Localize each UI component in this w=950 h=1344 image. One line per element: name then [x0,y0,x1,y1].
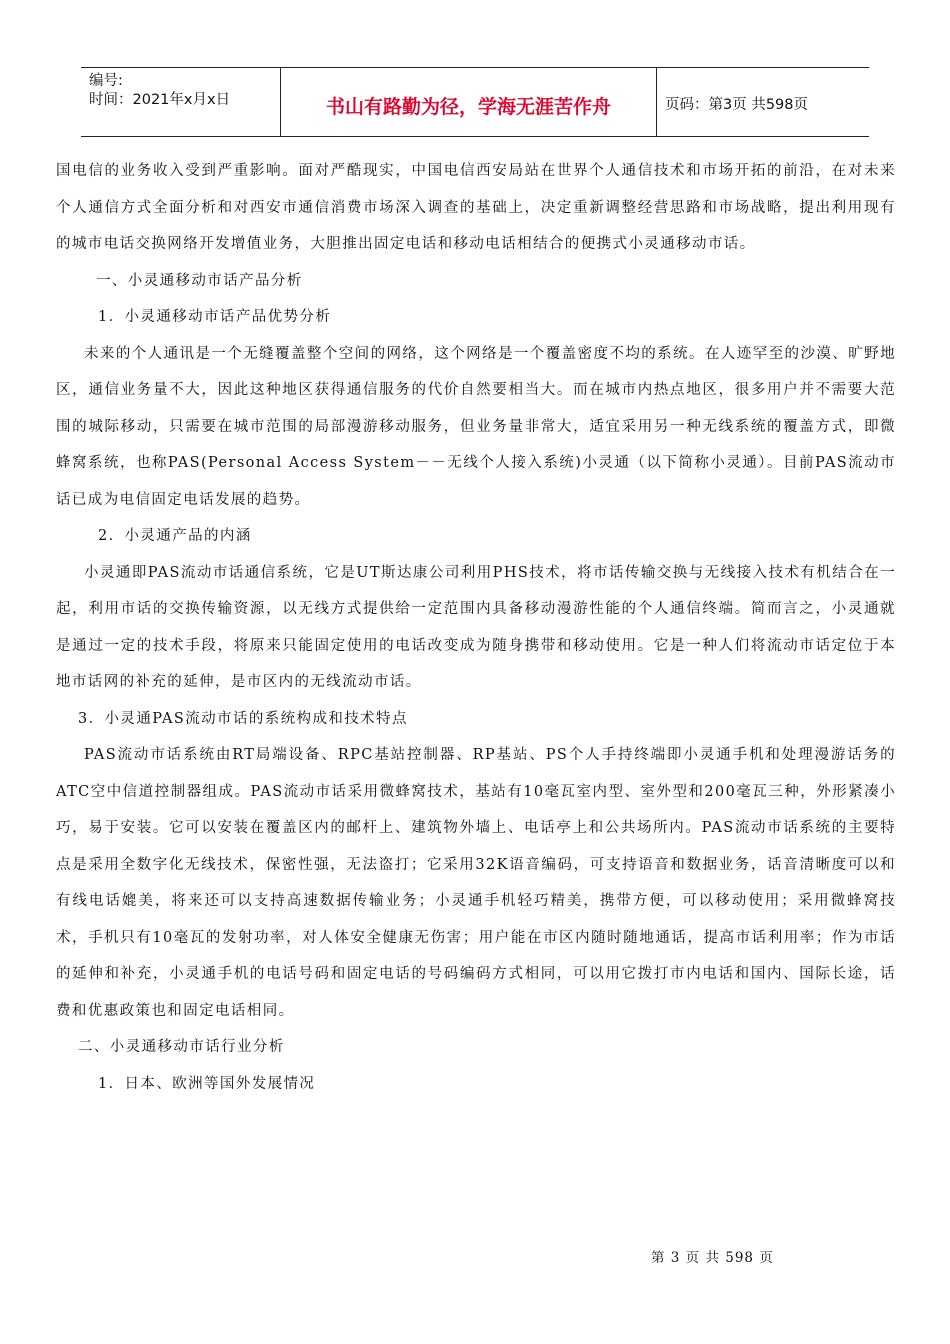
paragraph-1: 国电信的业务收入受到严重影响。面对严酷现实，中国电信西安局站在世界个人通信技术和市场开拓的前沿，在对未来个人通信方式全面分析和对西安市通信消费市场深入调查的基础上，决定重新调整经营思路和市场战略，提出利用现有的城市电话交换网络开发增值业务，大胆推出固定电话和移动电话相结合的便携式小灵通移动市话。 [56,163,896,252]
section-heading-1: 一、小灵通移动市话产品分析 [96,272,303,289]
subheading-2-1: 1．日本、欧洲等国外发展情况 [98,1075,316,1092]
page-header [81,67,869,137]
number-label: 编号: [89,73,123,89]
header-motto-cell [281,68,657,136]
subheading-1-3: 3．小灵通PAS流动市话的系统构成和技术特点 [78,710,408,727]
section-heading-2: 二、小灵通移动市话行业分析 [78,1039,285,1055]
page-footer: 第 3 页 共 598 页 [651,1250,774,1266]
time-label: 时间：2021年x月x日 [89,92,231,108]
paragraph-4: PAS流动市话系统由RT局端设备、RPC基站控制器、RP基站、PS个人手持终端即小灵通手机和处理漫游话务的ATC空中信道控制器组成。PAS流动市话采用微蜂窝技术，基站有10毫瓦室内型、室外型和200毫瓦三种，外形紧凑小巧，易于安装。它可以安装在覆盖区内的邮杆上、建筑物外墙上、电话亭上和公共场所内。PAS流动市话系统的主要特点是采用全数字化无线技术，保密性强，无法盗打；它采用32K语音编码，可支持语音和数据业务，话音清晰度可以和有线电话媲美，将来还可以支持高速数据传输业务；小灵通手机轻巧精美，携带方便，可以移动使用；采用微蜂窝技术，手机只有10毫瓦的发射功率，对人体安全健康无伤害；用户能在市区内随时随地通话，提高市话利用率；作为市话的延伸和补充，小灵通手机的电话号码和固定电话的号码编码方式相同，可以用它拨打市内电话和国内、国际长途，话费和优惠政策也和固定电话相同。 [56,747,896,1019]
header-meta [81,68,281,136]
paragraph-2: 未来的个人通讯是一个无缝覆盖整个空间的网络，这个网络是一个覆盖密度不均的系统。在人迹罕至的沙漠、旷野地区，通信业务量不大，因此这种地区获得通信服务的代价自然要相当大。而在城市内热点地区，很多用户并不需要大范围的城际移动，只需要在城市范围的局部漫游移动服务，但业务量非常大，适宜采用另一种无线系统的覆盖方式，即微蜂窝系统，也称PAS(Personal Access System－－无线个人接入系统)小灵通（以下简称小灵通）。目前PAS流动市话已成为电信固定电话发展的趋势。 [56,345,896,508]
document-body [56,153,896,1102]
header-page-info: 页码：第3页 共598页 [665,97,809,113]
motto: 书山有路勤为径，学海无涯苦作舟 [325,96,611,118]
subheading-1-1: 1．小灵通移动市话产品优势分析 [98,309,332,325]
paragraph-3: 小灵通即PAS流动市话通信系统，它是UT斯达康公司利用PHS技术，将市话传输交换与无线接入技术有机结合在一起，利用市话的交换传输资源，以无线方式提供给一定范围内具备移动漫游性能的个人通信终端。简而言之，小灵通就是通过一定的技术手段，将原来只能固定使用的电话改变成为随身携带和移动使用。它是一种人们将流动市话定位于本地市话网的补充的延伸，是市区内的无线流动市话。 [56,564,896,690]
subheading-1-2: 2．小灵通产品的内涵 [98,528,252,544]
